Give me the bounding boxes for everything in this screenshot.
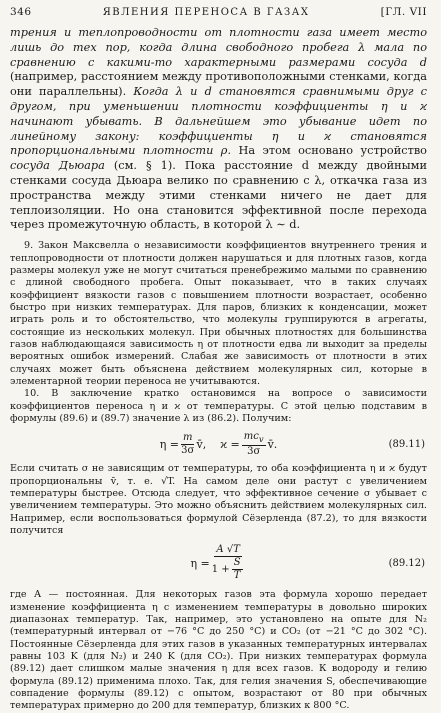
text-italic-1: трения и теплопроводности от плотности газа имеет место лишь до тех пор, когда длина свободного пробега λ мала по сравнению с какими-то характерными размерами сосуда d: [10, 26, 427, 69]
text-italic-3: сосуда Дьюара: [10, 159, 105, 173]
formula-2-lhs: η =: [190, 556, 210, 570]
text-regular-1: (например, расстоянием между противоположными стенками, когда они параллельны).: [10, 70, 427, 99]
formula-2-den: [212, 557, 245, 582]
paragraph-9: 9. Закон Максвелла о независимости коэффициентов внутреннего трения и теплопроводности от плотности должен нарушаться и для плотных газов, когда размеры молекул уже не могут считаться пренебрежимо малыми по сравнению с длиной свободного пробега. Опыт показывает, что в таких случаях коэффициент вязкости газов с повышением плотности возрастает, особенно быстро при низких температурах. Для паров, близких к конденсации, может играть роль и то обстоятельство, что молекулы группируются в агрегаты, состоящие из нескольких молекул. При обычных плотностях для большинства газов наблюдающаяся зависимость η от плотности едва ли выходит за пределы вероятных ошибок измерений. Слабая же зависимость от плотности в этих случаях может быть объяснена действием молекулярных сил, которые в элементарной теории переноса не учитываются.: [10, 240, 427, 387]
text-regular-3: (см. § 1). Пока расстояние d между двойными стенками сосуда Дьюара велико по сравнению с λ, откачка газа из пространства между этими стенками ничего не дает для теплоизоляции. Но она становится эффективной после перехода через промежуточную область, в которой λ ∼ d.: [10, 159, 427, 232]
formula-1-frac-1: [181, 432, 194, 457]
page-header: [10, 6, 427, 22]
formula-2-den-one: 1 +: [211, 563, 230, 575]
formula-2-frac: [212, 544, 245, 582]
formula-1-den-1: 3σ: [181, 444, 195, 456]
text-italic-2: Когда λ и d становятся сравнимыми друг с другом, при уменьшении плотности коэффициенты η и ϰ начинают убывать. В дальнейшем это убывание идет по линейному закону: коэффициенты η и ϰ становятся пропорциональными плотности ρ.: [10, 85, 427, 158]
formula-1-frac-2: [242, 431, 266, 458]
formula-1-tail-2: v̄.: [267, 437, 278, 451]
formula-2-inner-den: T: [233, 570, 241, 582]
formula-2-num: A √T: [216, 544, 240, 556]
paragraph-last: где A — постоянная. Для некоторых газов эта формула хорошо передает изменение коэффициента η с изменением температуры в довольно широких диапазонах температур. Так, например, это установлено на опыте для N₂ (температурный интервал от −76 °C до 250 °C) и CO₂ (от −21 °C до 302 °C). Постоянные Сёзерленда для этих газов в указанных температурных интервалах равны 103 K (для N₂) и 240 K (для CO₂). При низких температурах формула (89.12) дает слишком малые значения η для всех газов. К водороду и гелию формула (89.12) применима плохо. Так, для гелия значения S, обеспечивающие совпадение формулы (89.12) с опытом, возрастают от 80 при обычных температурах примерно до 200 для температур, близких к 800 °C.: [10, 589, 427, 712]
formula-1-num-2-main: mc: [243, 430, 259, 442]
formula-1-kappa-lhs: ϰ =: [220, 437, 240, 451]
formula-1-eta-lhs: η =: [159, 437, 179, 451]
formula-1-tail-1: v̄,: [196, 437, 207, 451]
formula-89-11: [10, 429, 427, 459]
running-title: ЯВЛЕНИЯ ПЕРЕНОСА В ГАЗАХ: [102, 7, 310, 18]
paragraph-top: [10, 26, 427, 233]
formula-1-num-2-sub: v: [258, 433, 264, 444]
formula-2-inner-num: S: [233, 557, 241, 569]
paragraph-middle: Если считать σ не зависящим от температуры, то оба коэффициента η и ϰ будут пропорциональны v̄, т. е. √T. На самом деле они растут с увеличением температуры быстрее. Отсюда следует, что эффективное сечение σ убывает с увеличением температуры. Это можно объяснить действием молекулярных сил. Например, если воспользоваться формулой Сёзерленда (87.2), то для вязкости получится: [10, 463, 427, 537]
chapter-label: [ГЛ. VII: [380, 6, 427, 18]
formula-1-number: (89.11): [388, 438, 425, 450]
formula-89-12: [10, 541, 427, 585]
formula-2-number: (89.12): [388, 557, 425, 569]
formula-1-num-2: [242, 431, 266, 446]
formula-1-num-1: m: [183, 431, 193, 443]
text-regular-2: На этом основано устройство: [231, 144, 427, 158]
paragraph-10: 10. В заключение кратко остановимся на вопросе о зависимости коэффициентов переноса η и ϰ от температуры. С этой целью подставим в формулы (89.6) и (89.7) значение λ из (86.2). Получим:: [10, 388, 427, 424]
formula-2-inner-frac: [232, 557, 243, 582]
page-number: 346: [10, 6, 32, 18]
formula-1-den-2: 3σ: [247, 445, 261, 457]
